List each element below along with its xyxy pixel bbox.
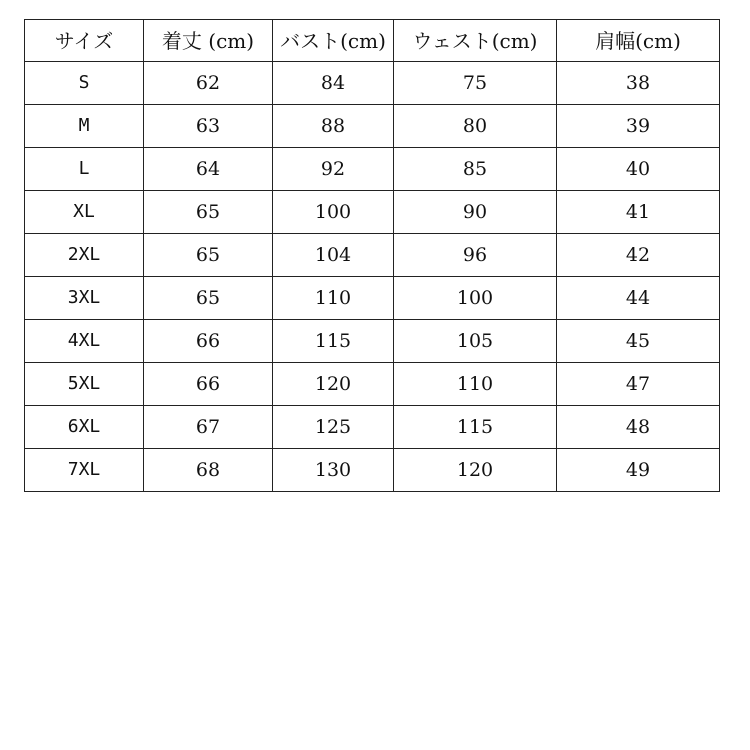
cell-shoulder: 49 xyxy=(557,449,720,492)
cell-bust: 130 xyxy=(273,449,394,492)
cell-waist: 90 xyxy=(394,191,557,234)
cell-size: 7XL xyxy=(25,449,144,492)
cell-bust: 84 xyxy=(273,62,394,105)
cell-size: 3XL xyxy=(25,277,144,320)
cell-waist: 80 xyxy=(394,105,557,148)
cell-shoulder: 47 xyxy=(557,363,720,406)
table-row xyxy=(25,62,720,105)
cell-bust: 104 xyxy=(273,234,394,277)
header-row xyxy=(25,20,720,62)
cell-waist: 75 xyxy=(394,62,557,105)
cell-shoulder: 40 xyxy=(557,148,720,191)
cell-length: 65 xyxy=(144,191,273,234)
table-row xyxy=(25,320,720,363)
cell-waist: 100 xyxy=(394,277,557,320)
table-row xyxy=(25,148,720,191)
cell-size: 6XL xyxy=(25,406,144,449)
table-header xyxy=(25,20,720,62)
cell-shoulder: 41 xyxy=(557,191,720,234)
cell-size: XL xyxy=(25,191,144,234)
cell-length: 66 xyxy=(144,320,273,363)
table-row xyxy=(25,363,720,406)
cell-length: 68 xyxy=(144,449,273,492)
header-bust: バスト(cm) xyxy=(273,20,394,62)
cell-waist: 115 xyxy=(394,406,557,449)
cell-waist: 120 xyxy=(394,449,557,492)
cell-bust: 120 xyxy=(273,363,394,406)
cell-bust: 100 xyxy=(273,191,394,234)
table-row xyxy=(25,406,720,449)
cell-size: 4XL xyxy=(25,320,144,363)
size-chart-table xyxy=(24,19,720,492)
cell-length: 64 xyxy=(144,148,273,191)
cell-length: 65 xyxy=(144,234,273,277)
cell-waist: 105 xyxy=(394,320,557,363)
table-body xyxy=(25,62,720,492)
cell-length: 63 xyxy=(144,105,273,148)
cell-shoulder: 44 xyxy=(557,277,720,320)
cell-shoulder: 39 xyxy=(557,105,720,148)
cell-shoulder: 38 xyxy=(557,62,720,105)
header-shoulder: 肩幅(cm) xyxy=(557,20,720,62)
cell-shoulder: 42 xyxy=(557,234,720,277)
cell-size: L xyxy=(25,148,144,191)
cell-waist: 85 xyxy=(394,148,557,191)
table-row xyxy=(25,191,720,234)
cell-bust: 115 xyxy=(273,320,394,363)
table-row xyxy=(25,449,720,492)
cell-length: 65 xyxy=(144,277,273,320)
cell-shoulder: 45 xyxy=(557,320,720,363)
cell-bust: 92 xyxy=(273,148,394,191)
cell-length: 62 xyxy=(144,62,273,105)
header-length: 着丈 (cm) xyxy=(144,20,273,62)
cell-size: S xyxy=(25,62,144,105)
cell-bust: 88 xyxy=(273,105,394,148)
table-row xyxy=(25,234,720,277)
cell-size: 2XL xyxy=(25,234,144,277)
table-row xyxy=(25,277,720,320)
cell-bust: 110 xyxy=(273,277,394,320)
cell-waist: 96 xyxy=(394,234,557,277)
header-size: サイズ xyxy=(25,20,144,62)
cell-size: 5XL xyxy=(25,363,144,406)
cell-size: M xyxy=(25,105,144,148)
cell-length: 66 xyxy=(144,363,273,406)
table-row xyxy=(25,105,720,148)
cell-waist: 110 xyxy=(394,363,557,406)
cell-length: 67 xyxy=(144,406,273,449)
cell-bust: 125 xyxy=(273,406,394,449)
cell-shoulder: 48 xyxy=(557,406,720,449)
header-waist: ウェスト(cm) xyxy=(394,20,557,62)
